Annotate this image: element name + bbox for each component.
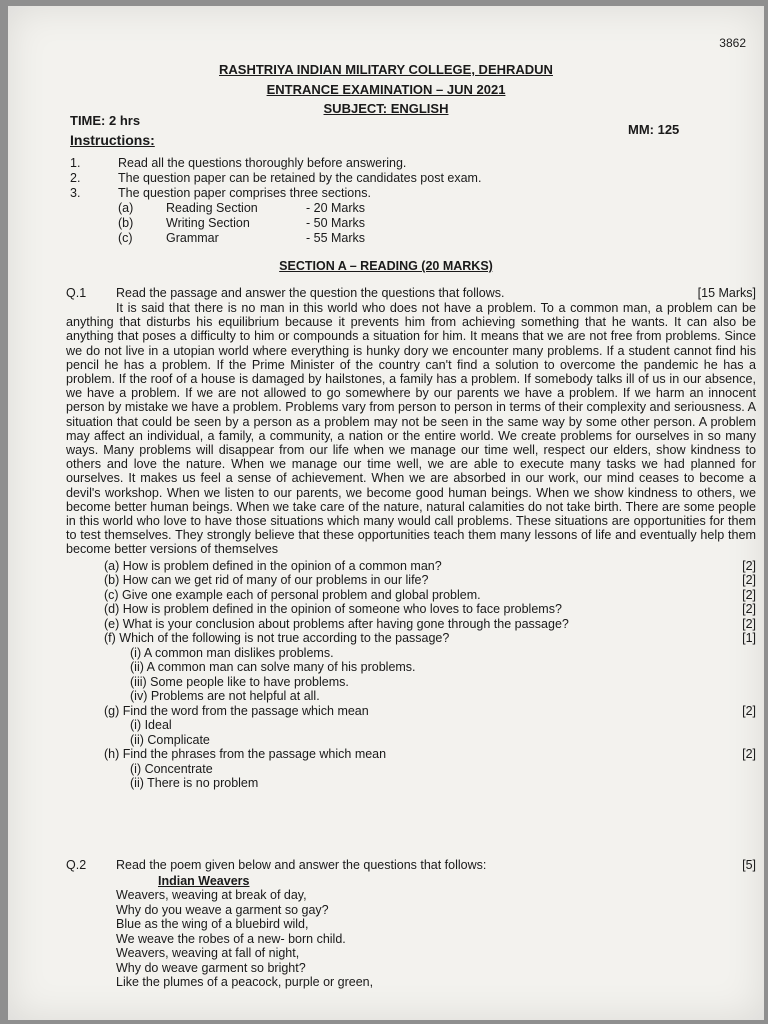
subject-title: SUBJECT: ENGLISH (323, 101, 449, 116)
section-marks-row: (a) Reading Section - 20 Marks (118, 201, 366, 215)
poem-line: Why do you weave a garment so gay? (116, 902, 329, 917)
instruction-item: 1. Read all the questions thoroughly before answering. (70, 156, 407, 170)
subquestion: (g) Find the word from the passage which mean [2] (104, 703, 756, 718)
subquestion: (f) Which of the following is not true according to the passage? [1] (104, 631, 756, 646)
option: (ii) Complicate (130, 732, 210, 747)
poem-line: Weavers, weaving at break of day, (116, 888, 307, 902)
poem-title: Indian Weavers (158, 874, 250, 888)
college-name: RASHTRIYA INDIAN MILITARY COLLEGE, DEHRADUN (219, 62, 553, 77)
q1-text: Read the passage and answer the question the questions that follows. (116, 286, 505, 300)
subquestion: (e) What is your conclusion about problems after having gone through the passage? [2] (104, 616, 756, 631)
option: (i) Concentrate (130, 761, 213, 776)
question-2 (66, 858, 756, 990)
subquestion: (d) How is problem defined in the opinion of someone who loves to face problems? [2] (104, 602, 756, 617)
option: (i) A common man dislikes problems. (130, 645, 334, 660)
instructions-list (70, 156, 481, 246)
poem-line: Like the plumes of a peacock, purple or green, (116, 975, 374, 989)
reading-passage: It is said that there is no man in this world who does not have a problem. To a common man, a problem can be anything that disturbs his equilibrium because it prevents him from achieving something that he wants. It can also be anything that poses a difficulty to him or compounds a situation for him. It means that we are not free from problems. Since we do not live in a utopian world where everything is hunky dory we encounter many problems. If a student cannot find his pencil he has a problem. If the Prime Minister of the country can't find a solution to overcome the pandemic he has a problem. If the roof of a house is damaged by hailstones, a family has a problem. If somebody talks ill of us in our absence, we have a problem. If we are not allowed to go somewhere by our parents we have a problem. If we harm an innocent person by mistake we have a problem. Problems vary from person to person in terms of their complexity and seriousness. A situation that could be seen by a person as a problem may not be seen in the same way by some other person. A problem may affect an individual, a family, a community, a nation or the entire world. We create problems for ourselves in so many ways. Many problems will disappear from our life when we manage our time well, respect our elders, show kindness to others and love the nature. When we manage our time well, we are able to execute many tasks we had planned for ourselves. It makes us feel a sense of achievement. When we are absorbed in our work, our mind ceases to become a devil's workshop. When we listen to our parents, we become good human beings. When we show kindness to others, we become better human beings. When we take care of the nature, natural calamities do not take birth. There are some people in this world who love to have those situations which many would call problems. These situations are opportunities for them to test themselves. They strongly believe that these opportunities teach them many lessons of life and eventually help them become better versions of themselves (66, 301, 756, 557)
q2-text: Read the poem given below and answer the questions that follows: (116, 858, 487, 872)
q2-marks: [5] (742, 858, 756, 872)
poem-line: Weavers, weaving at fall of night, (116, 946, 300, 960)
q1-marks: [15 Marks] (697, 286, 756, 300)
option: (i) Ideal (130, 718, 172, 733)
option: (iii) Some people like to have problems. (130, 674, 349, 689)
subquestion: (b) How can we get rid of many of our problems in our life? [2] (104, 573, 756, 588)
poem (66, 888, 756, 990)
option: (ii) There is no problem (130, 776, 259, 791)
option: (iv) Problems are not helpful at all. (130, 689, 320, 704)
exam-title: ENTRANCE EXAMINATION – JUN 2021 (266, 82, 506, 97)
q1-subquestions (66, 559, 756, 791)
time-label: TIME: 2 hrs (70, 113, 141, 128)
poem-line: We weave the robes of a new- born child. (116, 931, 346, 946)
q1-label: Q.1 (66, 286, 87, 300)
subquestion: (a) How is problem defined in the opinion of a common man? [2] (104, 558, 756, 573)
paper-code: 3862 (719, 36, 746, 50)
instructions-title: Instructions: (70, 132, 155, 148)
subquestion: (h) Find the phrases from the passage which mean [2] (104, 747, 756, 762)
subquestion: (c) Give one example each of personal problem and global problem. [2] (104, 587, 756, 602)
poem-line: Blue as the wing of a bluebird wild, (116, 917, 309, 931)
section-a-title: SECTION A – READING (20 MARKS) (279, 259, 493, 273)
exam-paper (8, 6, 764, 1020)
q2-label: Q.2 (66, 858, 87, 872)
question-1 (66, 286, 756, 791)
section-marks-row: (c) Grammar - 55 Marks (118, 231, 366, 245)
instruction-item: 2. The question paper can be retained by the candidates post exam. (70, 171, 482, 185)
option: (ii) A common man can solve many of his problems. (130, 660, 416, 675)
max-marks: MM: 125 (628, 122, 680, 137)
instruction-item: 3. The question paper comprises three sections. (70, 186, 371, 200)
poem-line: Why do weave garment so bright? (116, 960, 306, 975)
section-marks-row: (b) Writing Section - 50 Marks (118, 216, 366, 230)
